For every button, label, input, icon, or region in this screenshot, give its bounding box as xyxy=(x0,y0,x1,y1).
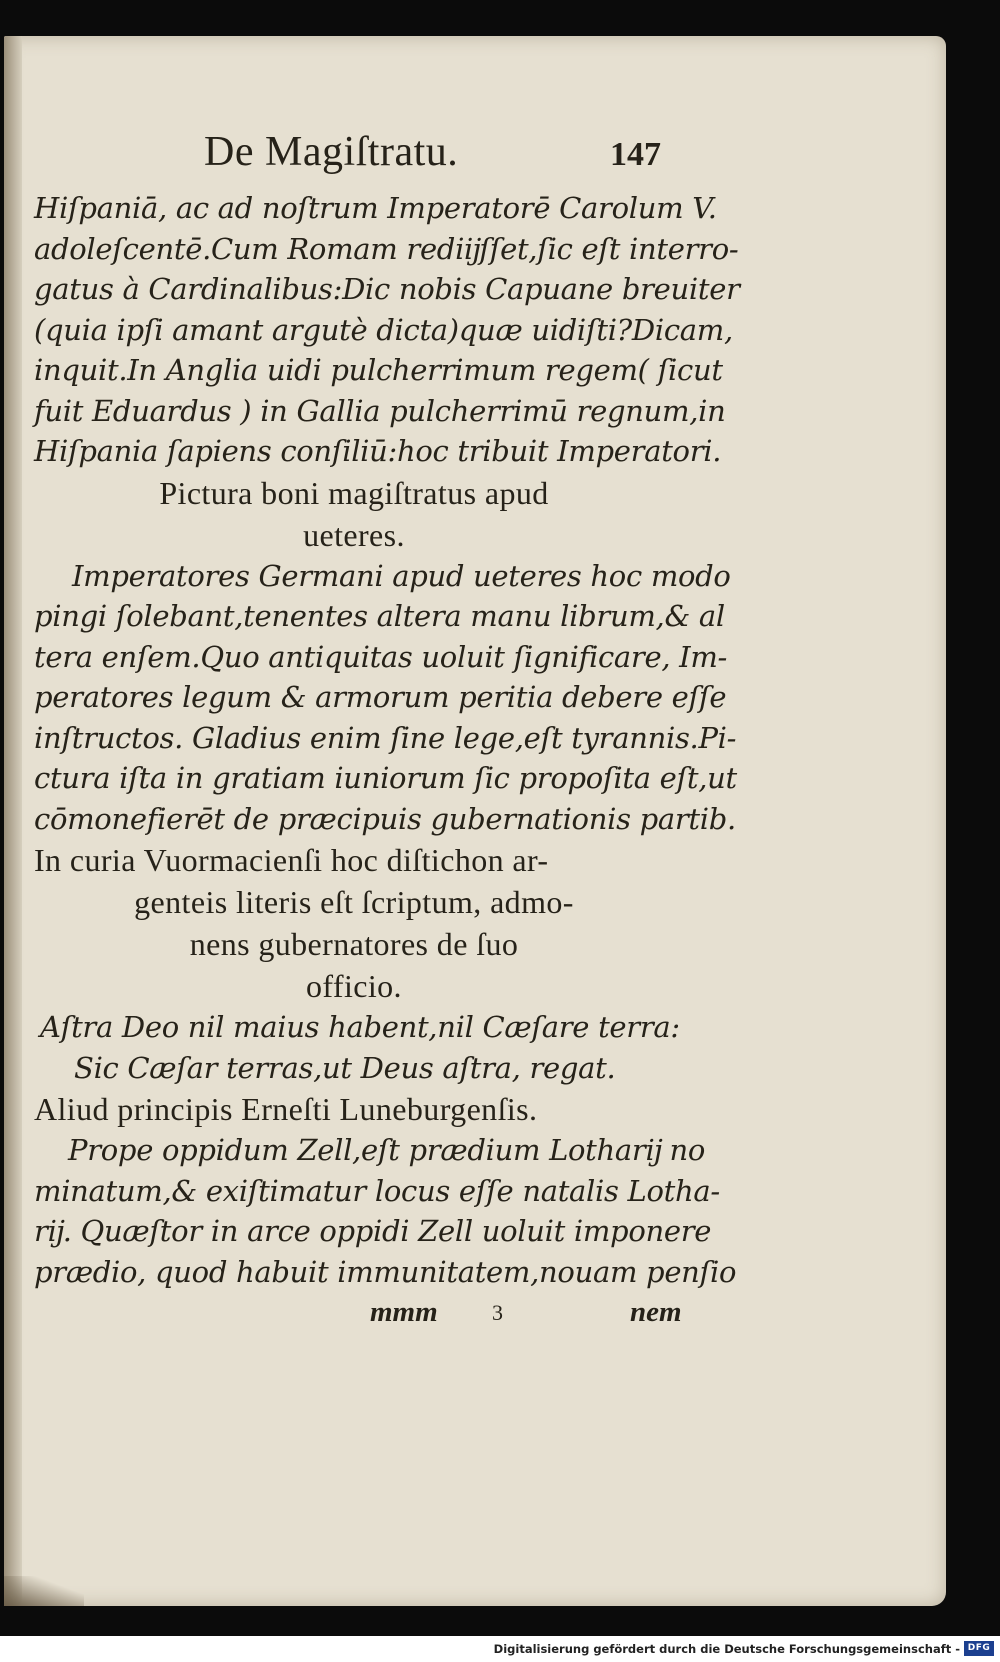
catchword: nem xyxy=(630,1296,682,1328)
section-heading: nens gubernatores de ſuo xyxy=(189,926,519,962)
page-stain xyxy=(4,1576,84,1606)
section-heading: ueteres. xyxy=(303,516,405,553)
text-line: cōmonefierēt de præcipuis gubernationis partib. xyxy=(34,799,674,840)
text-line: gatus à Cardinalibus:Dic nobis Capuane breuiter xyxy=(34,269,674,310)
page-gutter-edge xyxy=(4,36,22,1606)
signature-mark: mmm xyxy=(370,1296,438,1328)
digitization-footer xyxy=(0,1636,1000,1662)
text-line: pingi ſolebant,tenentes altera manu librum,& al xyxy=(34,596,674,637)
text-line: (quia ipſi amant argutè dicta)quæ uidiſti?Dicam, xyxy=(34,310,674,351)
text-line: minatum,& exiſtimatur locus eſſe natalis Lotha- xyxy=(34,1171,674,1212)
text-line: Prope oppidum Zell,eſt prædium Lotharĳ no xyxy=(68,1133,706,1167)
text-line: rĳ. Quæſtor in arce oppidi Zell uoluit imponere xyxy=(34,1211,674,1252)
text-line: Hiſpania ſapiens conſiliū:hoc tribuit Imperatori. xyxy=(34,431,674,472)
book-page xyxy=(4,36,946,1606)
section-heading: officio. xyxy=(306,968,402,1004)
text-line: ctura iſta in gratiam iuniorum ſic propoſita eſt,ut xyxy=(34,758,674,799)
text-line: inſtructos. Gladius enim ſine lege,eſt tyrannis.Pi- xyxy=(34,718,674,759)
text-line: inquit.In Anglia uidi pulcherrimum regem( ſicut xyxy=(34,350,674,391)
page-number: 147 xyxy=(610,136,661,173)
text-line: tera enſem.Quo antiquitas uoluit ſignificare, Im- xyxy=(34,637,674,678)
section-heading: In curia Vuormacienſi hoc diſtichon ar- xyxy=(34,842,549,878)
running-title: De Magiſtratu. xyxy=(204,129,459,175)
running-head xyxy=(174,128,674,188)
text-line: Imperatores Germani apud ueteres hoc modo xyxy=(72,558,731,593)
section-heading: Aliud principis Erneſti Luneburgenſis. xyxy=(34,1091,538,1127)
text-line: prædio, quod habuit immunitatem,nouam penſio xyxy=(34,1254,737,1289)
text-line: adoleſcentē.Cum Romam rediĳſſet,ſic eſt interro- xyxy=(34,229,674,270)
text-line: fuit Eduardus ) in Gallia pulcherrimū regnum,in xyxy=(34,391,674,432)
verse-line: Sic Cæſar terras,ut Deus aſtra, regat. xyxy=(74,1050,616,1085)
signature-line xyxy=(34,1296,682,1338)
verse-line: Aſtra Deo nil maius habent,nil Cæſare terra: xyxy=(40,1010,680,1044)
section-heading: genteis literis eſt ſcriptum, admo- xyxy=(134,884,574,920)
dfg-logo-icon: DFG xyxy=(964,1641,994,1656)
section-heading: Pictura boni magiſtratus apud xyxy=(159,474,549,511)
signature-number: 3 xyxy=(492,1300,503,1325)
text-line: Hiſpaniā, ac ad noſtrum Imperatorē Carolum V. xyxy=(34,188,674,229)
footer-credit-text: Digitalisierung gefördert durch die Deutsche Forschungsgemeinschaft - xyxy=(493,1642,960,1656)
page-text-block xyxy=(34,128,740,1338)
text-line: peratores legum & armorum peritia debere eſſe xyxy=(34,677,674,718)
